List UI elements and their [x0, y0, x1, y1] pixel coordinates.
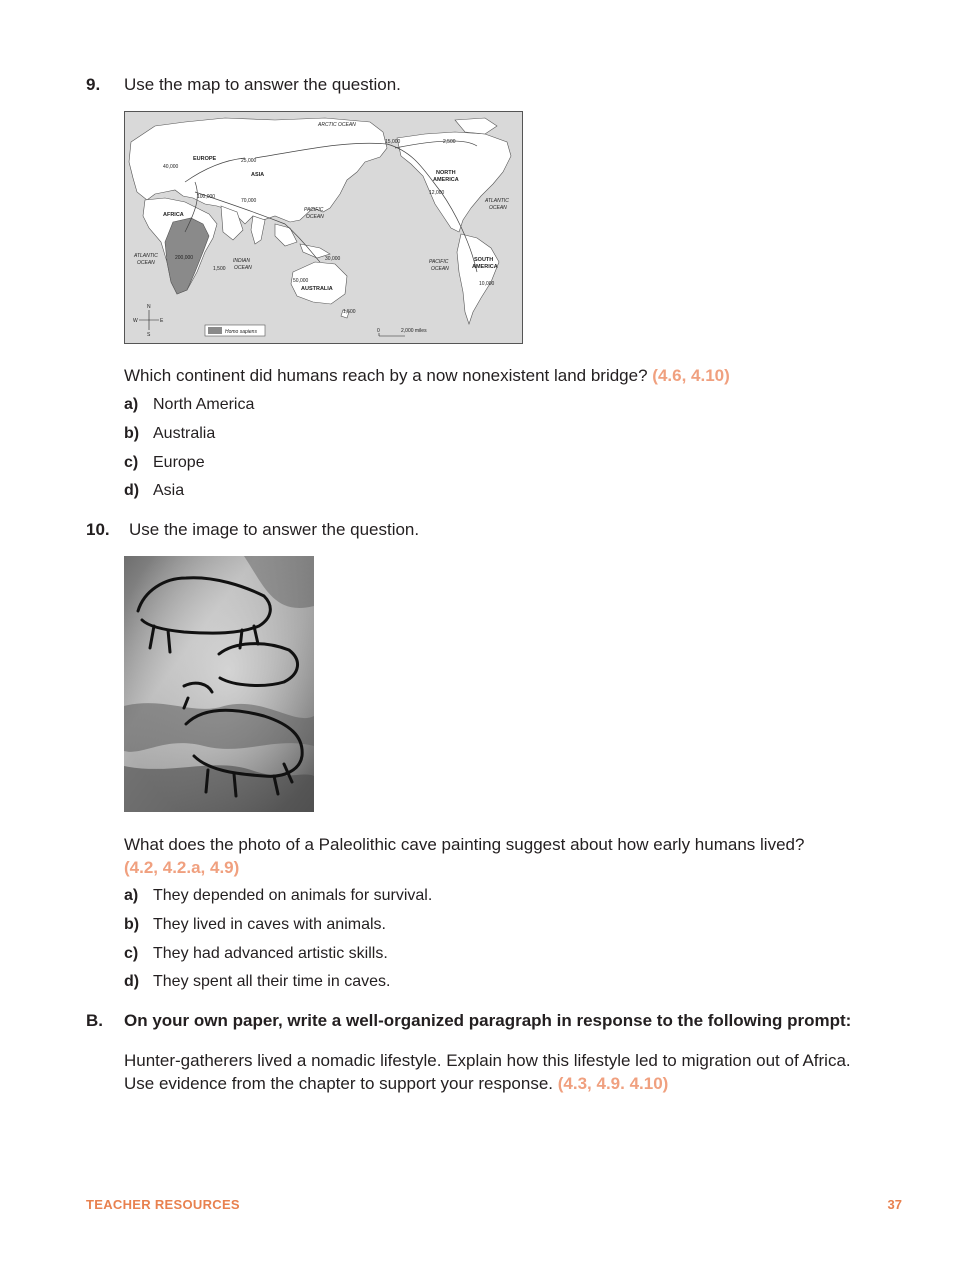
cave-painting-photo: [124, 556, 314, 812]
legend-homo-sapiens: Homo sapiens: [225, 329, 257, 335]
label-indian-1: INDIAN: [233, 258, 250, 264]
q10-option-d: d) They spent all their time in caves.: [124, 973, 391, 990]
q9-option-d: d) Asia: [124, 482, 185, 499]
scale-label: 2,000 miles: [401, 328, 427, 334]
date-200000: 200,000: [175, 255, 194, 261]
question-9-prompt: Use the map to answer the question.: [124, 75, 401, 94]
date-15000: 15,000: [385, 139, 401, 145]
q9-option-a: a) North America: [124, 396, 255, 413]
question-9-question: Which continent did humans reach by a now nonexistent land bridge?: [124, 366, 648, 385]
question-10-number: 10.: [86, 520, 110, 539]
q9-option-b: b) Australia: [124, 425, 216, 442]
human-migration-map: [124, 111, 523, 344]
date-10000: 10,000: [479, 281, 495, 287]
section-b-line2: Use evidence from the chapter to support your response.: [124, 1074, 554, 1093]
label-north-america-2: AMERICA: [433, 177, 459, 183]
label-north-america-1: NORTH: [436, 170, 456, 176]
question-9-text: [124, 366, 730, 386]
q10-option-b: b) They lived in caves with animals.: [124, 916, 386, 933]
date-1500-nz: 1,500: [343, 309, 356, 315]
footer-page-number: 37: [887, 1197, 902, 1212]
date-30000: 30,000: [325, 256, 341, 262]
scale-zero: 0: [377, 328, 380, 334]
label-asia: ASIA: [251, 172, 265, 178]
section-b-line1: Hunter-gatherers lived a nomadic lifestyle. Explain how this lifestyle led to migration out of Africa.: [124, 1051, 851, 1070]
compass-n: N: [147, 304, 151, 310]
section-b-letter: B.: [86, 1011, 103, 1030]
compass-e: E: [160, 318, 164, 324]
compass-s: S: [147, 332, 151, 338]
label-pacific-s-2: OCEAN: [431, 266, 449, 272]
label-arctic-ocean: ARCTIC OCEAN: [318, 122, 356, 128]
date-40000: 40,000: [163, 164, 179, 170]
q9-option-c: c) Europe: [124, 454, 205, 471]
label-africa: AFRICA: [163, 212, 184, 218]
question-10-question: What does the photo of a Paleolithic cave painting suggest about how early humans lived?: [124, 835, 805, 854]
label-atlantic-e-2: OCEAN: [489, 205, 507, 211]
label-pacific-n-1: PACIFIC: [304, 207, 324, 213]
label-atlantic-w-2: OCEAN: [137, 260, 155, 266]
date-70000: 70,000: [241, 198, 257, 204]
label-pacific-s-1: PACIFIC: [429, 259, 449, 265]
compass-w: W: [133, 318, 138, 324]
question-9-number: 9.: [86, 75, 101, 94]
label-atlantic-w-1: ATLANTIC: [134, 253, 158, 259]
date-50000: 50,000: [293, 278, 309, 284]
label-indian-2: OCEAN: [234, 265, 252, 271]
question-10-text: [124, 833, 884, 879]
question-9-reference: (4.6, 4.10): [652, 366, 730, 385]
section-b-heading: On your own paper, write a well-organized paragraph in response to the following prompt:: [124, 1011, 852, 1030]
section-b-line2-wrap: [124, 1072, 924, 1095]
section-b-reference: (4.3, 4.9. 4.10): [557, 1074, 669, 1093]
label-atlantic-e-1: ATLANTIC: [485, 198, 509, 204]
map-legend: [205, 325, 265, 336]
label-europe: EUROPE: [193, 156, 217, 162]
q10-option-a: a) They depended on animals for survival.: [124, 887, 433, 904]
date-12000: 12,000: [429, 190, 445, 196]
date-2500: 2,500: [443, 139, 456, 145]
label-pacific-n-2: OCEAN: [306, 214, 324, 220]
question-10-reference: (4.2, 4.2.a, 4.9): [124, 858, 240, 877]
q10-option-c: c) They had advanced artistic skills.: [124, 945, 388, 962]
label-south-america-1: SOUTH: [474, 257, 494, 263]
label-south-america-2: AMERICA: [472, 264, 498, 270]
question-10-prompt: Use the image to answer the question.: [129, 520, 420, 539]
date-1500-africa: 1,500: [213, 266, 226, 272]
footer-teacher-resources: TEACHER RESOURCES: [86, 1197, 240, 1212]
section-b-prompt: [124, 1049, 924, 1095]
date-25000: 25,000: [241, 158, 257, 164]
date-100000: 100,000: [197, 194, 216, 200]
label-australia: AUSTRALIA: [301, 286, 333, 292]
